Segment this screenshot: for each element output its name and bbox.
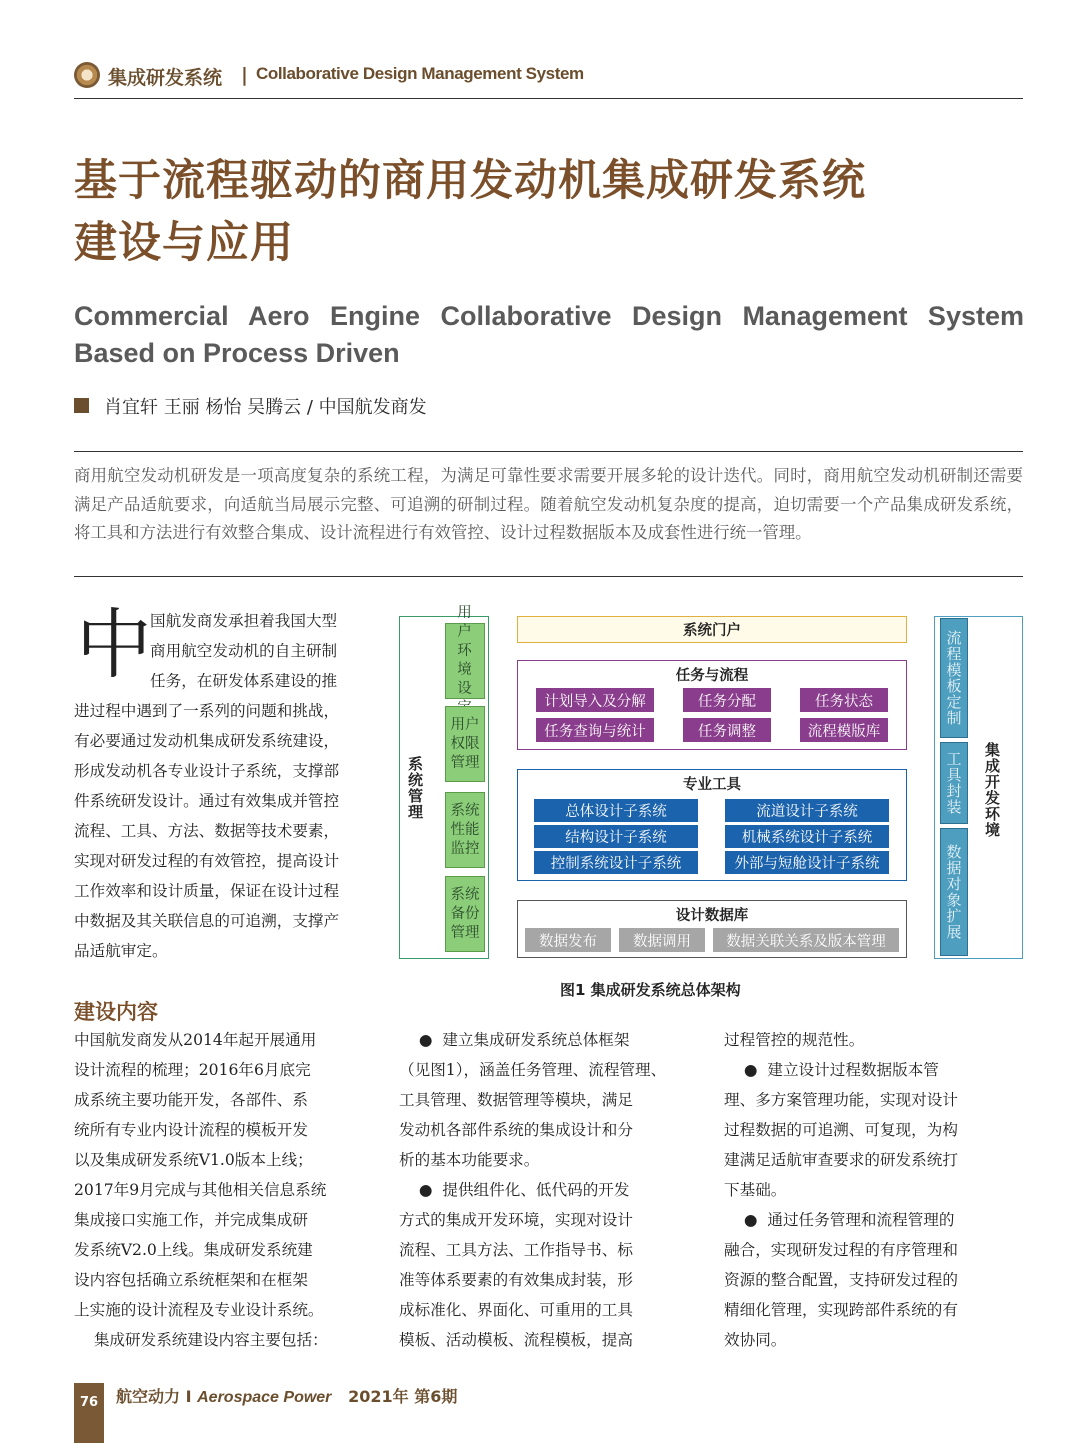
header-rule xyxy=(74,98,1023,99)
column-2: ● 建立集成研发系统总体框架 （见图1），涵盖任务管理、流程管理、 工具管理、数据管理等模块，满足 发动机各部件系统的集成设计和分 析的基本功能要求。 ● 提供组件化、低代码的开发 方式的集成开发环境，实现对设计 流程、工具方法、工作指导书、标 准等体系要素的有效集成封装，形 成标准化、界面化、可重用的工具 模板、活动模板、流程模板，提高 xyxy=(399,1031,667,1349)
user-environment-box: 用户环境设 xyxy=(445,623,485,699)
task-item: 任务调整 xyxy=(683,718,771,742)
abstract: 商用航空发动机研发是一项高度复杂的系统工程，为满足可靠性要求需要开展多轮的设计迭代。同时，商用航空发动机研制还需要满足产品适航要求，向适航当局展示完整、可追溯的研制过程。随着航空发动机复杂度的提高，迫切需要一个产品集成研发系统，将工具和方法进行有效整合集成、设计流程进行有效管控、设计过程数据版本及成套性进行统一管理。 xyxy=(74,466,1023,542)
column-3: 过程管控的规范性。 ● 建立设计过程数据版本管 理、多方案管理功能，实现对设计 过程数据的可追溯、可复现，为构 建满足适航审查要求的研发系统打 下基础。 ● 通过任务管理和流程管理的 融合，实现研发过程的有序管理和 资源的整合配置，支持研发过程的 精细化管理，实现跨部件系统的有 效协同。 xyxy=(724,1031,958,1349)
abstract-bottom-rule xyxy=(74,576,1023,577)
tool-item: 机械系统设计子系统 xyxy=(725,825,889,848)
column-1: 中国航发商发从2014年起开展通用 设计流程的梳理；2016年6月底完 成系统主要功能开发，各部件、系 统所有专业内设计流程的模板开发 以及集成研发系统V1.0版本上线； 2017年9月完成与其他相关信息系统 集成接口实施工作，并完成集成研 发系统V2.0上线。集成研发系统建 设内容包括确立系统框架和在框架 上实施的设计流程及专业设计系统。 集成研发系统建设内容主要包括： xyxy=(74,1031,328,1349)
figure-caption: 图1 集成研发系统总体架构 xyxy=(560,981,741,999)
page-number: 76 xyxy=(74,1383,104,1443)
system-backup-box: 系统备份管理 xyxy=(445,876,485,952)
task-item: 流程模版库 xyxy=(800,718,888,742)
author-marker-icon xyxy=(74,398,89,413)
task-item: 任务分配 xyxy=(683,688,771,712)
intro-body: 进过程中遇到了一系列的问题和挑战， 有必要通过发动机集成研发系统建设， 形成发动机各专业设计子系统，支撑部 件系统研发设计。通过有效集成并管控 流程、工具、方法、数据等技术要素， 实现对研发过程的有效管控，提高设计 工作效率和设计质量，保证在设计过程 中数据及其关联信息的可追溯，支撑产 品适航审定。 xyxy=(74,702,340,960)
tool-item: 外部与短舱设计子系统 xyxy=(725,851,889,874)
db-item: 数据关联关系及版本管理 xyxy=(713,928,899,952)
system-management-label: 系统管理 xyxy=(406,756,424,820)
tool-item: 总体设计子系统 xyxy=(534,799,698,822)
dropcap: 中 xyxy=(76,600,152,689)
task-item: 计划导入及分解 xyxy=(536,688,654,712)
section-title: 建设内容 xyxy=(74,1000,158,1024)
design-database-title: 设计数据库 xyxy=(675,908,749,924)
task-item: 任务状态 xyxy=(800,688,888,712)
tool-item: 结构设计子系统 xyxy=(534,825,698,848)
authors: 肖宜轩 王丽 杨怡 吴腾云 / 中国航发商发 xyxy=(104,397,427,418)
journal-logo-icon xyxy=(74,62,100,88)
tool-item: 控制系统设计子系统 xyxy=(534,851,698,874)
article-title-en: Commercial Aero Engine Collaborative Design Management System Based on Process Driven xyxy=(74,301,1024,368)
db-item: 数据发布 xyxy=(525,928,611,952)
abstract-top-rule xyxy=(74,451,1023,452)
tasks-process-title: 任务与流程 xyxy=(675,668,749,684)
header-section-en: Collaborative Design Management System xyxy=(256,64,584,83)
header-separator: | xyxy=(241,64,248,86)
system-portal: 系统门户 xyxy=(517,616,907,643)
task-item: 任务查询与统计 xyxy=(536,718,654,742)
data-object-box: 数据对象扩展 xyxy=(940,828,968,956)
process-template-box: 流程模板定制 xyxy=(940,618,968,738)
tool-item: 流道设计子系统 xyxy=(725,799,889,822)
article-title-cn: 基于流程驱动的商用发动机集成研发系统 建设与应用 xyxy=(74,156,866,268)
db-item: 数据调用 xyxy=(619,928,705,952)
footer-journal: 航空动力 I Aerospace Power 2021年 第6期 xyxy=(116,1387,458,1406)
performance-monitor-box: 系统性能监控 xyxy=(445,792,485,868)
integrated-dev-label: 集成开发环境 xyxy=(983,742,1001,838)
intro-indented: 国航发商发承担着我国大型 商用航空发动机的自主研制 任务，在研发体系建设的推 xyxy=(150,612,338,690)
professional-tools-title: 专业工具 xyxy=(683,777,741,793)
header-section-cn: 集成研发系统 xyxy=(108,67,223,89)
tool-wrapper-box: 工具封装 xyxy=(940,742,968,824)
user-permission-box: 用户权限管理 xyxy=(445,706,485,782)
